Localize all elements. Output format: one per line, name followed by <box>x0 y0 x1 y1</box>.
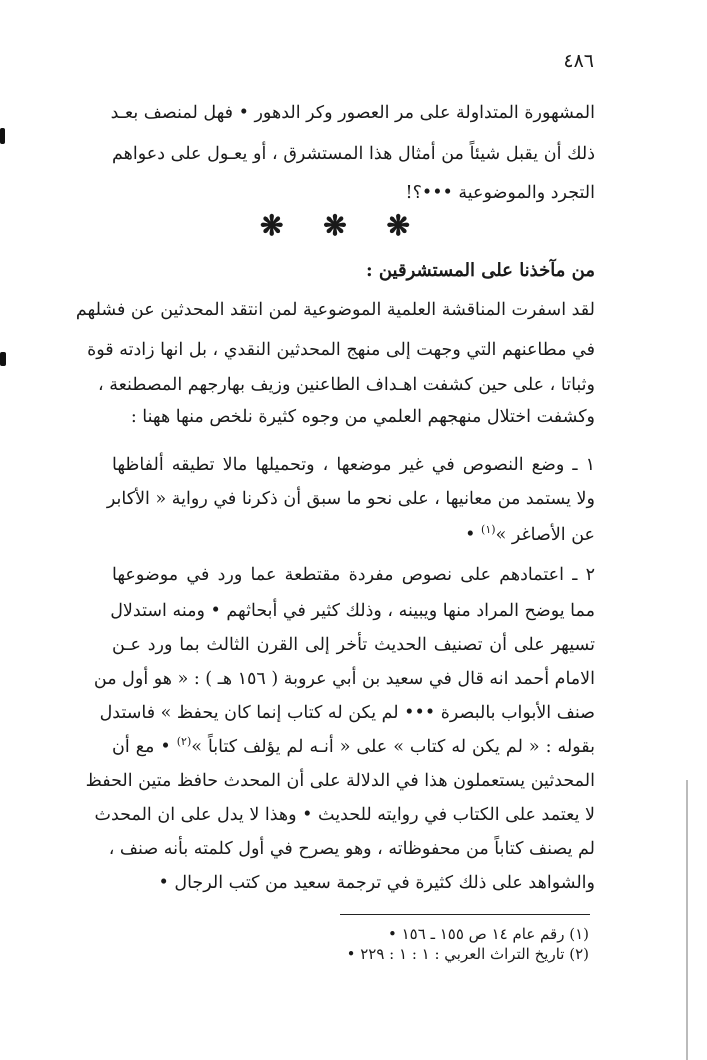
body-line: ١ ـ وضع النصوص في غير موضعها ، وتحميلها مالا تطيقه ألفاظها <box>112 455 595 475</box>
scan-margin-mark <box>0 128 5 144</box>
body-line: المحدثين يستعملون هذا في الدلالة على أن المحدث حافظ متين الحفظ <box>85 771 595 791</box>
body-line: في مطاعنهم التي وجهت إلى منهج المحدثين النقدي ، بل انها زادته قوة <box>87 340 595 360</box>
body-line: لقد اسفرت المناقشة العلمية الموضوعية لمن انتقد المحدثين عن فشلهم <box>75 300 595 320</box>
scan-page-edge <box>686 780 688 1060</box>
footnote-ref-2: (٢) <box>176 735 192 749</box>
body-line: مما يوضح المراد منها ويبينه ، وذلك كثير في أبحاثهم • ومنه استدلال <box>110 601 595 621</box>
section-separator <box>260 206 410 246</box>
section-heading: من مآخذنا على المستشرقين : <box>365 260 595 281</box>
scan-margin-mark <box>0 352 6 366</box>
body-line <box>112 522 595 548</box>
body-line: صنف الأبواب بالبصرة ••• لم يكن له كتاب إنما كان يحفظ » فاستدل <box>99 703 595 723</box>
footnote-ref-tail: • <box>465 525 482 545</box>
separator-star: ❋ <box>323 209 347 242</box>
body-line-text: بقوله : « لم يكن له كتاب » على « أنـه لم يؤلف كتاباً » <box>191 737 595 757</box>
body-line: ٢ ـ اعتمادهم على نصوص مفردة مقتطعة عما ورد في موضوعها <box>112 565 595 585</box>
body-line: ولا يستمد من معانيها ، على نحو ما سبق أن ذكرنا في رواية « الأكابر <box>106 489 595 509</box>
separator-star: ❋ <box>260 209 284 242</box>
footnote-ref-1: (١) <box>481 523 496 537</box>
body-line: لم يصنف كتاباً من محفوظاته ، وهو يصرح في أول كلمته بأنه صنف ، <box>108 839 595 859</box>
body-line: والشواهد على ذلك كثيرة في ترجمة سعيد من كتب الرجال • <box>158 873 595 893</box>
intro-line-1: المشهورة المتداولة على مر العصور وكر الدهور • فهل لمنصف بعـد <box>110 103 595 123</box>
intro-line-3: التجرد والموضوعية •••؟! <box>405 183 595 203</box>
body-line: تسيهر على أن تصنيف الحديث تأخر إلى القرن الثالث بما ورد عـن <box>112 635 595 655</box>
body-line: وكشفت اختلال منهجهم العلمي من وجوه كثيرة نلخص منها ههنا : <box>130 407 595 427</box>
footnote-2: (٢) تاريخ التراث العربي : ١ : ١ : ٢٢٩ • <box>346 945 589 963</box>
body-line: وثباتا ، على حين كشفت اهـداف الطاعنين وزيف بهارجهم المصطنعة ، <box>98 375 595 395</box>
separator-star: ❋ <box>386 209 410 242</box>
body-line <box>112 734 595 760</box>
body-line: لا يعتمد على الكتاب في روايته للحديث • وهذا لا يدل على ان المحدث <box>94 805 595 825</box>
body-line: الامام أحمد انه قال في سعيد بن أبي عروبة ( ١٥٦ هـ ) : « هو أول من <box>93 669 595 689</box>
intro-line-2: ذلك أن يقبل شيئاً من أمثال هذا المستشرق ، أو يعـول على دعواهم <box>112 144 595 164</box>
footnote-1: (١) رقم عام ١٤ ص ١٥٥ ـ ١٥٦ • <box>388 925 589 943</box>
body-line-text: عن الأصاغر » <box>495 525 595 545</box>
footnote-ref-tail: • مع أن <box>112 737 177 757</box>
footnote-divider <box>340 914 590 915</box>
page-number: ٤٨٦ <box>563 50 594 72</box>
